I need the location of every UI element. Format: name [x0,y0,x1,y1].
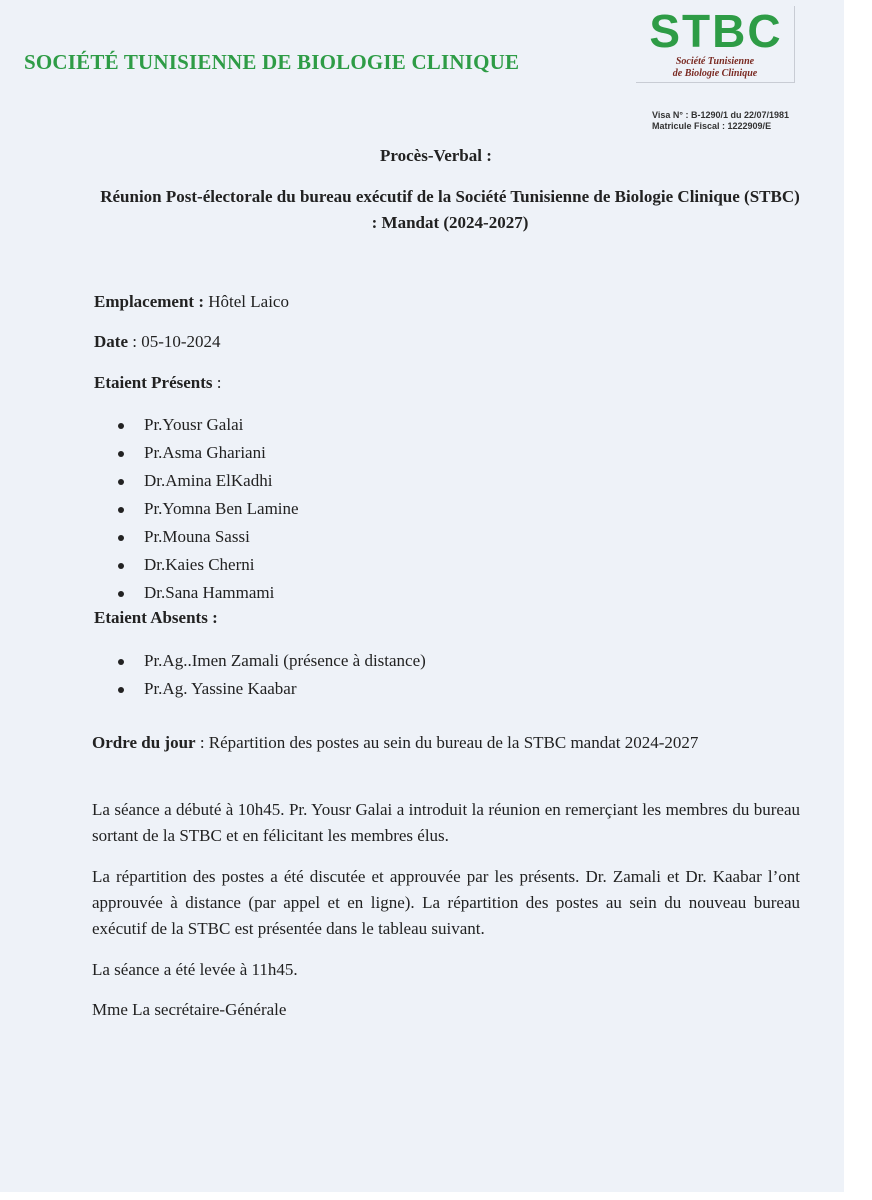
logo-mark: STBC [649,5,783,57]
absent-heading [94,608,218,628]
organization-name: SOCIÉTÉ TUNISIENNE DE BIOLOGIE CLINIQUE [24,50,520,74]
scan-margin [844,0,872,1200]
body-paragraph-2: La répartition des postes a été discutée et approuvée par les présents. Dr. Zamali et Dr. Kaabar l’ont approuvée à distance (par appel et en ligne). La répartition des postes au sein du nouveau bureau exécutif de la STBC est présentée dans le tableau suivant. [92,867,800,938]
list-item: Pr.Asma Ghariani [118,439,299,467]
date-value: : 05-10-2024 [127,332,221,351]
absent-list [118,647,426,703]
tax-number: Matricule Fiscal : 1222909/E [652,121,772,131]
registration-info [652,110,789,132]
date-label: Date [94,332,128,351]
logo-line-2: de Biologie Clinique [672,68,758,79]
document-title: Procès-Verbal : [380,146,492,165]
list-item: Pr.Mouna Sassi [118,523,299,551]
visa-number: Visa N° : B-1290/1 du 22/07/1981 [652,110,790,120]
document-subtitle: Réunion Post-électorale du bureau exécutif de la Société Tunisienne de Biologie Clinique (STBC) : Mandat (2024-2027) [100,187,800,232]
list-item: Pr.Ag..Imen Zamali (présence à distance) [118,647,426,675]
present-heading [94,373,222,393]
stbc-logo [636,6,795,83]
location-line [94,292,289,312]
body-paragraph-1: La séance a débuté à 10h45. Pr. Yousr Galai a introduit la réunion en remerçiant les membres du bureau sortant de la STBC et en félicitant les membres élus. [92,800,800,845]
present-label: Etaient Présents [94,373,213,392]
present-list [118,411,299,607]
list-item: Pr.Yomna Ben Lamine [118,495,299,523]
agenda-value: : Répartition des postes au sein du bureau de la STBC mandat 2024-2027 [195,733,699,752]
present-suffix: : [212,373,222,392]
agenda-label: Ordre du jour [92,733,196,752]
signature-line: Mme La secrétaire-Générale [92,1000,287,1019]
list-item: Dr.Sana Hammami [118,579,299,607]
body-paragraph-3: La séance a été levée à 11h45. [92,960,298,979]
list-item: Pr.Yousr Galai [118,411,299,439]
list-item: Dr.Amina ElKadhi [118,467,299,495]
absent-label: Etaient Absents : [94,608,218,627]
date-line [94,332,221,352]
list-item: Dr.Kaies Cherni [118,551,299,579]
location-label: Emplacement : [94,292,205,311]
list-item: Pr.Ag. Yassine Kaabar [118,675,426,703]
agenda-paragraph [92,730,800,756]
logo-line-1: Société Tunisienne [675,56,755,67]
location-value: Hôtel Laico [204,292,289,311]
